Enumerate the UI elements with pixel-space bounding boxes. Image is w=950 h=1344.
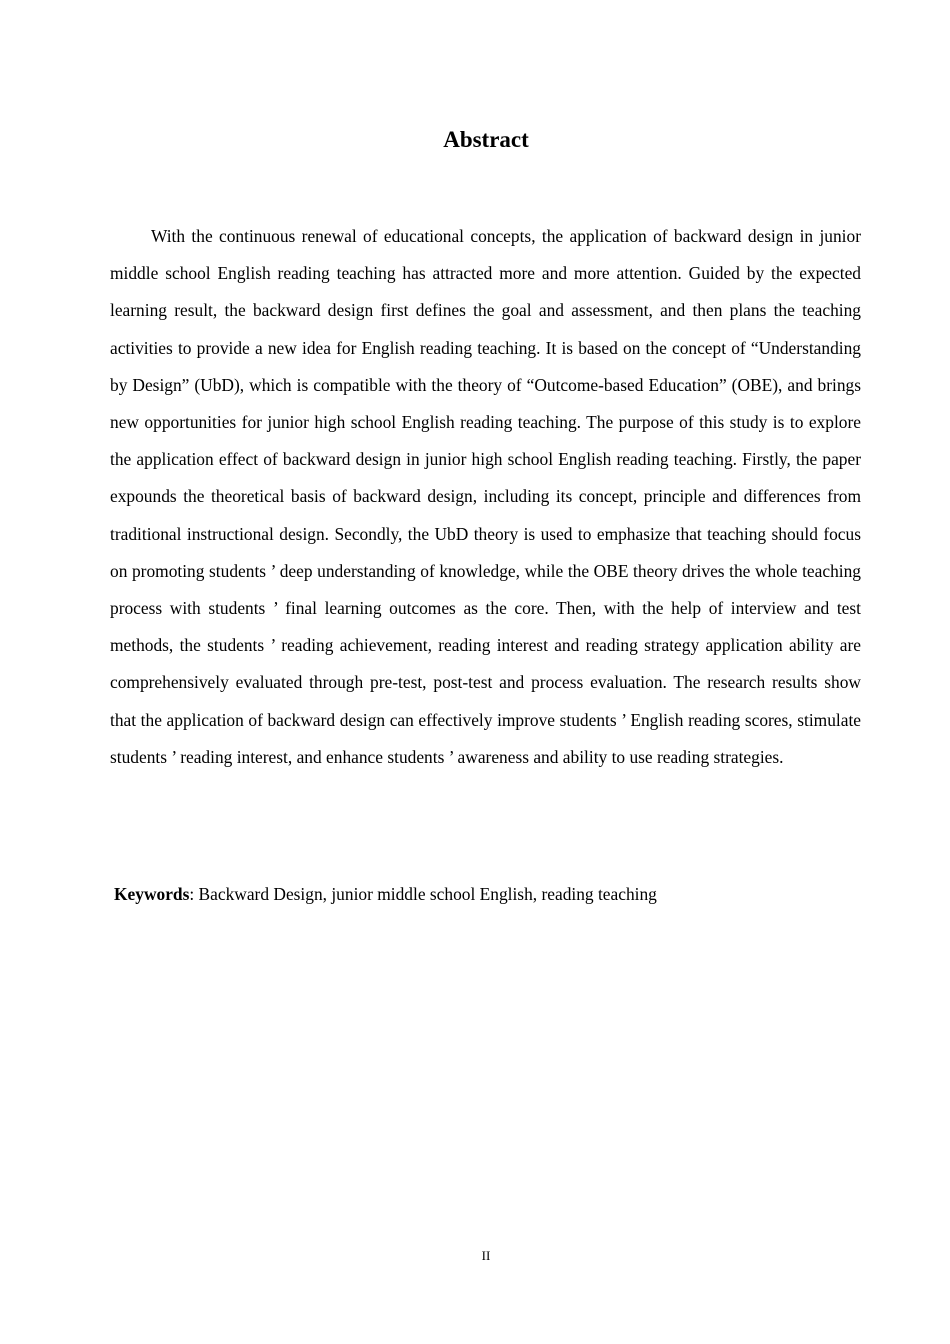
page-number: II — [481, 1248, 491, 1263]
abstract-paragraph: With the continuous renewal of educational concepts, the application of backward design in junior middle school English reading teaching has attracted more and more attention. Guided by the expected learning result, the backward design first defines the goal and assessment, and then plans the teaching activities to provide a new idea for English reading teaching. It is based on the concept of “Understanding by Design” (UbD), which is compatible with the theory of “Outcome-based Education” (OBE), and brings new opportunities for junior high school English reading teaching. The purpose of this study is to explore the application effect of backward design in junior high school English reading teaching. Firstly, the paper expounds the theoretical basis of backward design, including its concept, principle and differences from traditional instructional design. Secondly, the UbD theory is used to emphasize that teaching should focus on promoting students ’ deep understanding of knowledge, while the OBE theory drives the whole teaching process with students ’ final learning outcomes as the core. Then, with the help of interview and test methods, the students ’ reading achievement, reading interest and reading strategy application ability are comprehensively evaluated through pre-test, post-test and process evaluation. The research results show that the application of backward design can effectively improve students ’ English reading scores, stimulate students ’ reading interest, and enhance students ’ awareness and ability to use reading strategies. — [110, 226, 861, 767]
keywords-label: Keywords — [114, 884, 190, 904]
keywords-line — [114, 878, 861, 910]
keywords-text: : Backward Design, junior middle school English, reading teaching — [189, 884, 657, 904]
abstract-title: Abstract — [443, 127, 529, 152]
